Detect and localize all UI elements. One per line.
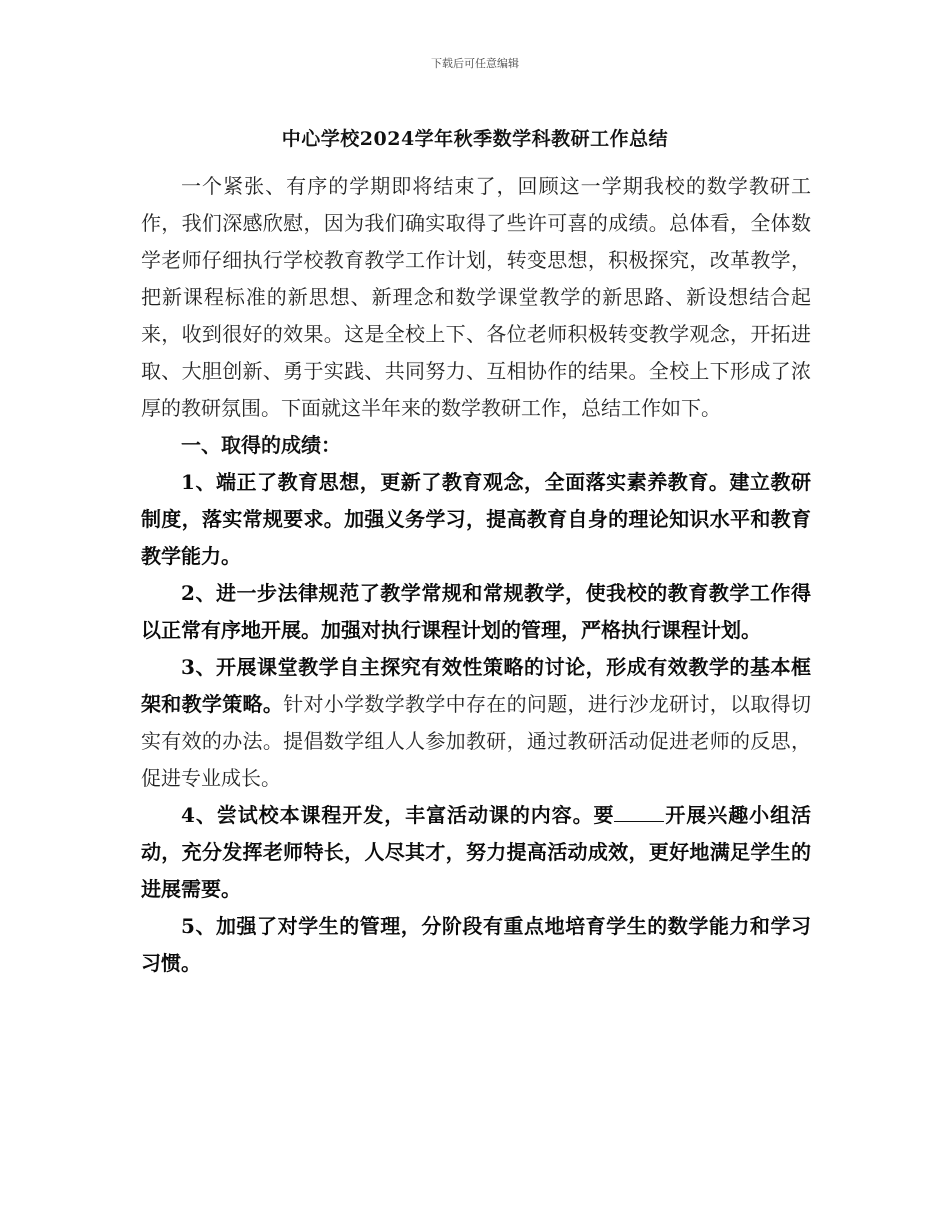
document-body xyxy=(141,168,811,982)
list-item xyxy=(141,797,811,908)
list-item: 1、端正了教育思想，更新了教育观念，全面落实素养教育。建立教研制度，落实常规要求。加强义务学习，提高教育自身的理论知识水平和教育教学能力。 xyxy=(141,470,811,568)
document-title: 中心学校2024学年秋季数学科教研工作总结 xyxy=(281,128,669,150)
section-heading: 一、取得的成绩： xyxy=(181,433,341,457)
intro-paragraph: 一个紧张、有序的学期即将结束了，回顾这一学期我校的数学教研工作，我们深感欣慰，因为我们确实取得了些许可喜的成绩。总体看，全体数学老师仔细执行学校教育教学工作计划，转变思想，积极探究，改革教学，把新课程标准的新思想、新理念和数学课堂教学的新思路、新设想结合起来，收到很好的效果。这是全校上下、各位老师积极转变教学观念，开拓进取、大胆创新、勇于实践、共同努力、互相协作的结果。全校上下形成了浓厚的教研氛围。下面就这半年来的数学教研工作，总结工作如下。 xyxy=(141,174,811,420)
header-note: 下载后可任意编辑 xyxy=(431,57,519,70)
list-item-text-after-blank: 开展兴趣小组活动，充分发挥老师特长，人尽其才，努力提高活动成效，更好地满足学生的进展需要。 xyxy=(141,803,812,901)
fill-in-blank xyxy=(614,801,664,822)
list-item-text-before-blank: 4、尝试校本课程开发，丰富活动课的内容。要 xyxy=(181,803,615,827)
list-item: 2、进一步法律规范了教学常规和常规教学，使我校的教育教学工作得以正常有序地开展。加强对执行课程计划的管理，严格执行课程计划。 xyxy=(141,581,811,642)
list-item: 5、加强了对学生的管理，分阶段有重点地培育学生的数学能力和学习习惯。 xyxy=(141,914,811,975)
list-item-plain-part: 针对小学数学教学中存在的问题，进行沙龙研讨，以取得切实有效的办法。提倡数学组人人参加教研，通过教研活动促进老师的反思，促进专业成长。 xyxy=(141,692,811,790)
list-item xyxy=(141,649,811,797)
list-item-bold-part: 3、开展课堂教学自主探究有效性策略的讨论，形成有效教学的基本框架和教学策略。 xyxy=(141,655,811,716)
